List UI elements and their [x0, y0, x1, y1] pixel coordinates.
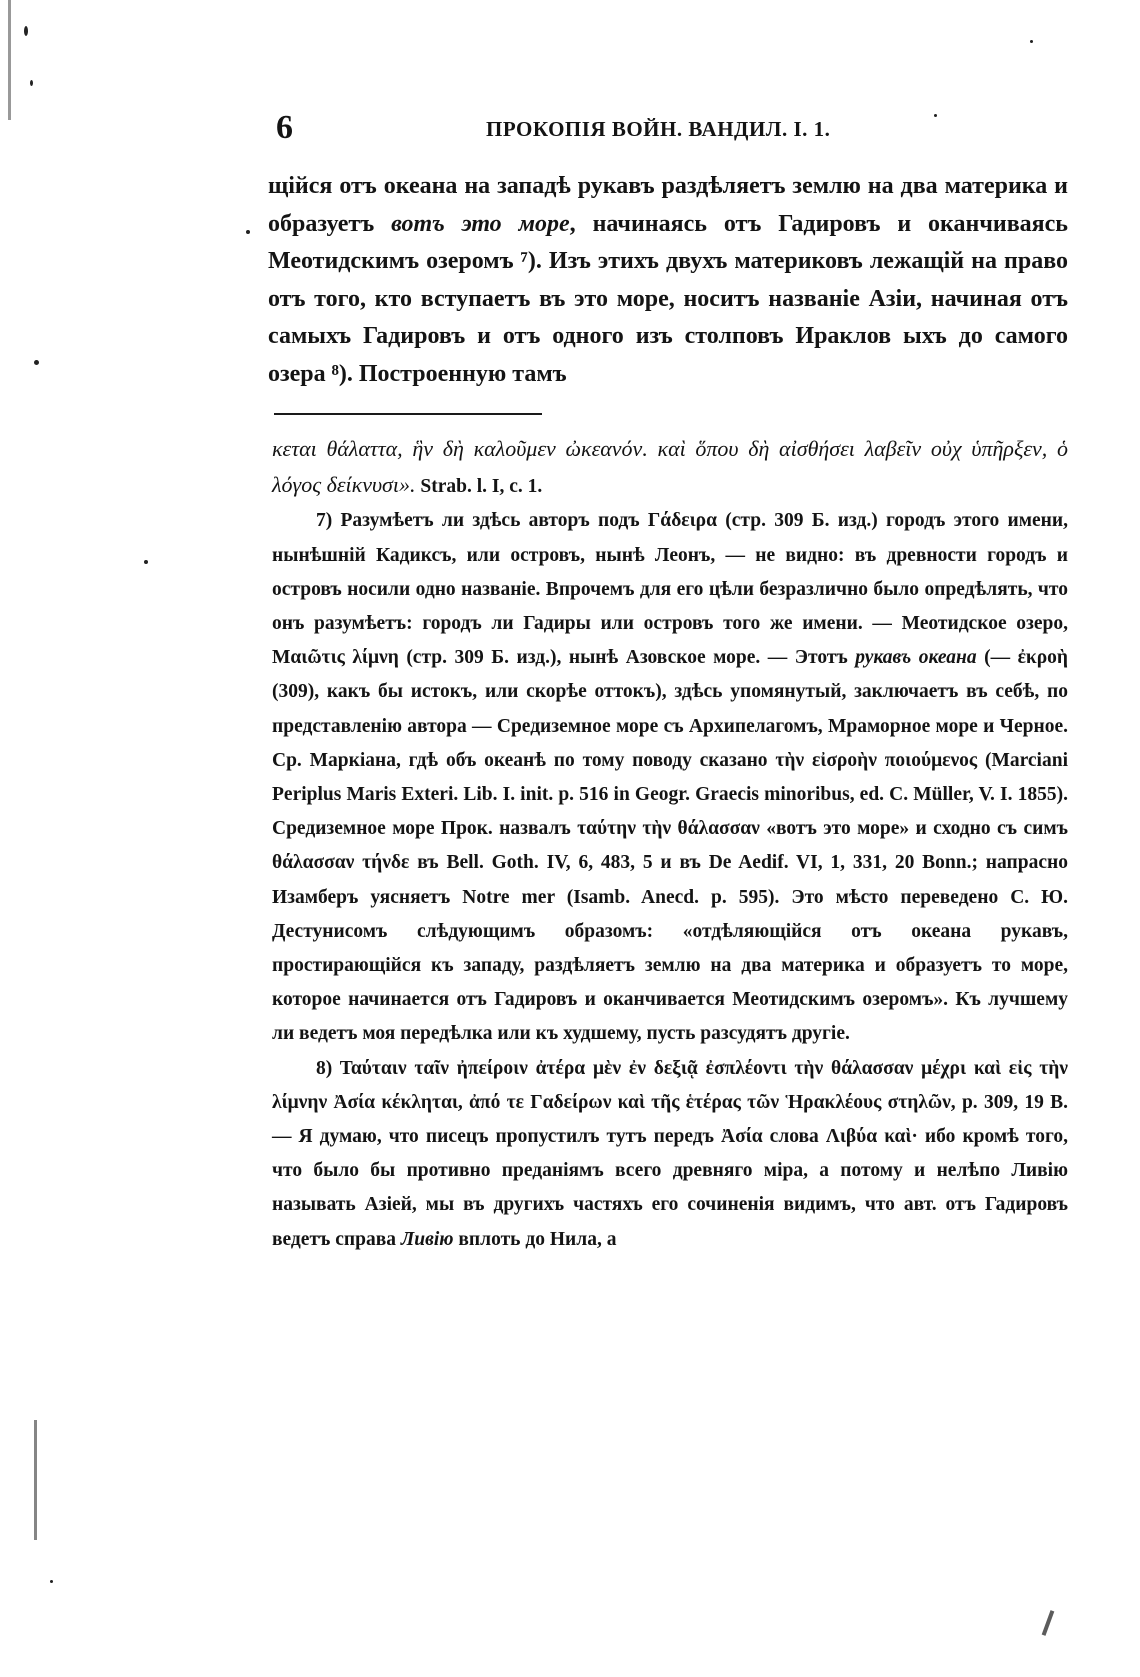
footnote-7: [272, 504, 1068, 1051]
running-title: ПРОКОПІЯ ВОЙН. ВАНДИЛ. I. 1.: [486, 117, 831, 141]
main-paragraph: [268, 168, 1068, 393]
scan-edge-mark: [1042, 1610, 1055, 1636]
main-text-block: [268, 168, 1068, 393]
speck: [50, 1580, 53, 1583]
main-text-italic: вотъ это море: [391, 210, 570, 237]
footnote-8: [272, 1052, 1068, 1257]
footnote-segment: 8) Ταύταιν ταῖν ἠπείροιν ἀτέρα μὲν ἐν δεξιᾷ ἐσπλέοντι τὴν θάλασσαν μέχρι καὶ εἰς τὴν λίμνην Ἀσία κέκληται, ἀπό τε Γαδείρων καὶ τῆς ἑτέρας τῶν Ἡρακλέους στηλῶν, p. 309, 19 B. — Я думаю, что писецъ пропустилъ тутъ передъ Ἀσία слова Λιβύα καὶ· ибо кромѣ того, что было бы противно преданіямъ всего древняго міра, а потому и нелѣпо Ливію называть Азіей, мы въ другихъ частяхъ его сочиненія видимъ, что авт. отъ Гадировъ ведетъ справа: [272, 1057, 1068, 1250]
footnote-separator: [274, 413, 542, 415]
citation: Strab. l. I, c. 1.: [415, 476, 543, 498]
main-text-segment: щійся отъ океана на западѣ рукавъ раздѣляетъ землю на два материка и образуетъ: [268, 173, 1068, 237]
speck: [30, 80, 33, 86]
footnote-segment: вплоть до Нила, а: [453, 1228, 617, 1250]
speck: [144, 560, 148, 564]
page-header: [276, 108, 1066, 148]
scan-edge-shadow: [34, 1420, 37, 1540]
footnotes-block: [272, 432, 1068, 1257]
footnote-italic: Ливію: [400, 1228, 454, 1250]
main-text-segment: , начинаясь отъ Гадировъ и оканчиваясь Меотидскимъ озеромъ ⁷). Изъ этихъ двухъ материковъ лежащій на право отъ того, кто вступаетъ въ это море, носитъ названіе Азіи, начиная отъ самыхъ Гадировъ и отъ одного изъ столповъ Ираклов ыхъ до самого озера ⁸). Построенную тамъ: [268, 210, 1068, 387]
footnote-segment: (— ἐκροὴ (309), какъ бы истокъ, или скорѣе оттокъ), здѣсь упомянутый, заключаетъ въ себѣ, по представленію автора — Средиземное море съ Архипелагомъ, Мраморное море и Черное. Ср. Маркіана, гдѣ объ океанѣ по тому поводу сказано τὴν εἰσροὴν ποιούμενος (Marciani Periplus Maris Exteri. Lib. I. init. p. 516 in Geogr. Graecis minoribus, ed. C. Müller, V. I. 1855). Средиземное море Прок. назвалъ ταύτην τὴν θάλασσαν «вотъ это море» и сходно съ симъ θάλασσαν τήνδε въ Bell. Goth. IV, 6, 483, 5 и въ De Aedif. VI, 1, 331, 20 Bonn.; напрасно Изамберъ уясняетъ Notre mer (Isamb. Anecd. p. 595). Это мѣсто переведено С. Ю. Дестунисомъ слѣдующимъ образомъ: «отдѣляющійся отъ океана рукавъ, простирающійся къ западу, раздѣляетъ землю на два материка и образуетъ то море, которое начинается отъ Гадировъ и оканчивается Меотидскимъ озеромъ». Къ лучшему ли ведетъ моя передѣлка или къ худшему, пусть разсудятъ другіе.: [272, 647, 1068, 1045]
footnote-greek-continuation: [272, 432, 1068, 504]
scan-edge-shadow: [8, 0, 11, 120]
speck: [34, 360, 39, 365]
greek-quotation: κεται θάλαττα, ἣν δὴ καλοῦμεν ὠκεανόν. καὶ ὅπου δὴ αἰσθήσει λαβεῖν οὐχ ὑπῆρξεν, ὁ λόγος δείκνυσι».: [272, 436, 1068, 498]
footnote-italic: рукавъ океана: [855, 647, 977, 669]
speck: [934, 114, 937, 117]
page-number: 6: [276, 109, 293, 146]
speck: [24, 26, 28, 36]
footnote-segment: 7) Разумѣетъ ли здѣсь авторъ подъ Γάδειρα (стр. 309 Б. изд.) городъ этого имени, нынѣшній Кадиксъ, или островъ, нынѣ Леонъ, — не видно: въ древности городъ и островъ носили одно названіе. Впрочемъ для его цѣли безразлично было опредѣлять, что онъ разумѣетъ: городъ ли Гадиры или островъ того же имени. — Меотидское озеро, Μαιῶτις λίμνη (стр. 309 Б. изд.), нынѣ Азовское море. — Этотъ: [272, 510, 1068, 669]
speck: [246, 230, 250, 234]
speck: [1030, 40, 1033, 43]
